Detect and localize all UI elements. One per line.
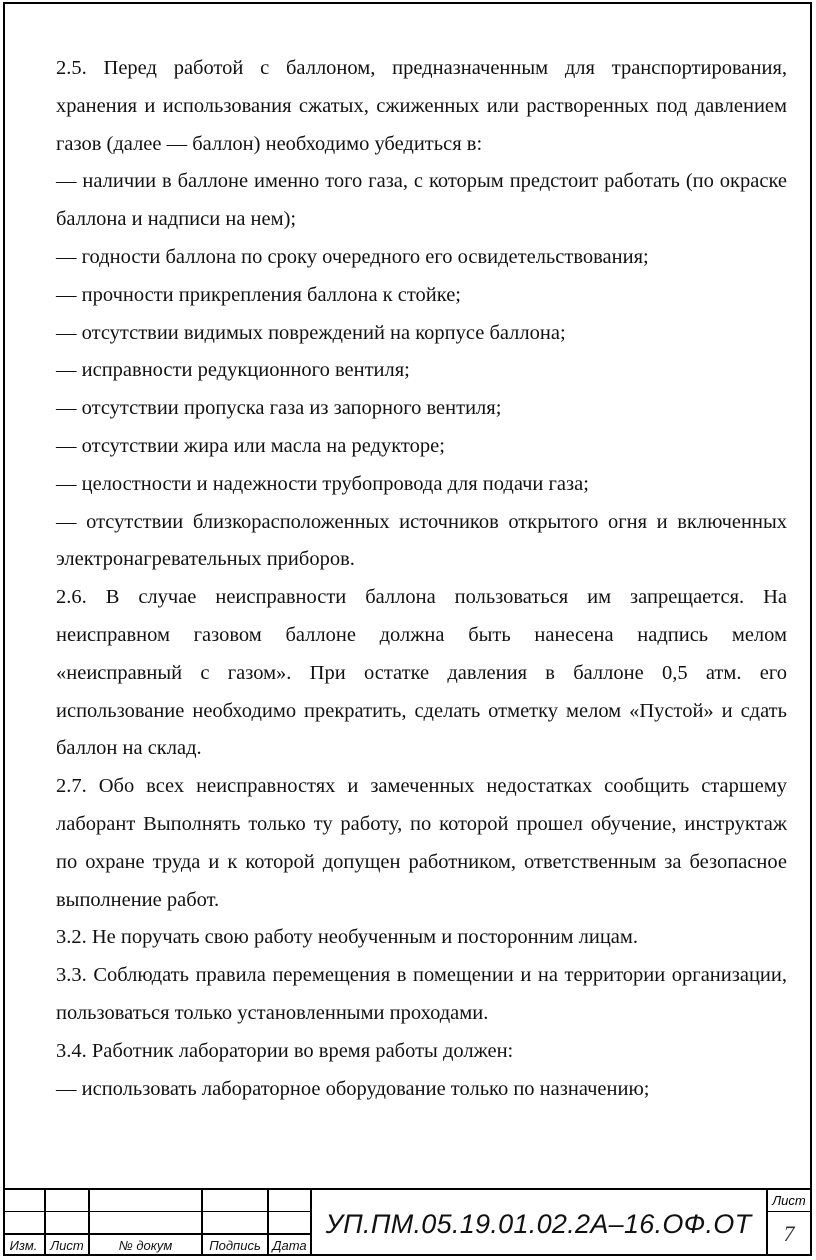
list-item: — отсутствии близкорасположенных источников открытого огня и включенных электронагревательных приборов. — [56, 510, 787, 571]
document-number: УП.ПМ.05.19.01.02.2А–16.ОФ.ОТ — [325, 1209, 752, 1239]
list-item: — отсутствии видимых повреждений на корпусе баллона; — [56, 321, 566, 344]
list-item: — использовать лабораторное оборудование только по назначению; — [56, 1077, 650, 1100]
title-block — [3, 1188, 812, 1256]
list-item: — годности баллона по сроку очередного его освидетельствования; — [56, 245, 649, 268]
list-item: — прочности прикрепления баллона к стойке; — [56, 283, 462, 306]
stamp-col-izm: Изм. — [9, 1238, 38, 1253]
stamp-col-list: Лист — [50, 1238, 84, 1253]
list-item: — наличии в баллоне именно того газа, с которым предстоит работать (по окраске баллона и надписи на нем); — [56, 170, 787, 231]
list-item: — отсутствии жира или масла на редукторе; — [56, 434, 445, 457]
sheet-number: 7 — [783, 1221, 795, 1246]
list-item: — целостности и надежности трубопровода для подачи газа; — [56, 472, 589, 495]
paragraph-3-3: 3.3. Соблюдать правила перемещения в помещении и на территории организации, пользоваться только установленными проходами. — [56, 964, 787, 1024]
list-item: — отсутствии пропуска газа из запорного вентиля; — [56, 397, 502, 420]
stamp-col-sign: Подпись — [209, 1238, 261, 1253]
stamp-row-line — [766, 1211, 812, 1212]
stamp-row-line — [3, 1211, 310, 1212]
paragraph-2-5: 2.5. Перед работой с баллоном, предназначенным для транспортирования, хранения и использования сжатых, сжиженных или растворенных под давлением газов (далее — баллон) необходимо убедиться в: — [56, 57, 787, 155]
paragraph-3-2: 3.2. Не поручать свою работу необученным и посторонним лицам. — [56, 926, 638, 949]
paragraph-2-6: 2.6. В случае неисправности баллона пользоваться им запрещается. На неисправном газовом баллоне должна быть нанесена надпись мелом «неисправный с газом». При остатке давления в баллоне 0,5 атм. его использование необходимо прекратить, сделать отметку мелом «Пустой» и сдать баллон на склад. — [56, 586, 787, 760]
stamp-col-date: Дата — [272, 1238, 307, 1253]
sheet-label: Лист — [772, 1193, 806, 1208]
stamp-row-line — [3, 1233, 310, 1235]
stamp-col-doc: № докум — [118, 1238, 173, 1253]
document-body — [56, 50, 787, 1108]
paragraph-3-4: 3.4. Работник лаборатории во время работы должен: — [56, 1039, 514, 1062]
list-item: — исправности редукционного вентиля; — [56, 359, 410, 382]
paragraph-2-7: 2.7. Обо всех неисправностях и замеченных недостатках сообщить старшему лаборант Выполнять только ту работу, по которой прошел обучение, инструктаж по охране труда и к которой допущен работником, ответственным за безопасное выполнение работ. — [56, 775, 787, 911]
